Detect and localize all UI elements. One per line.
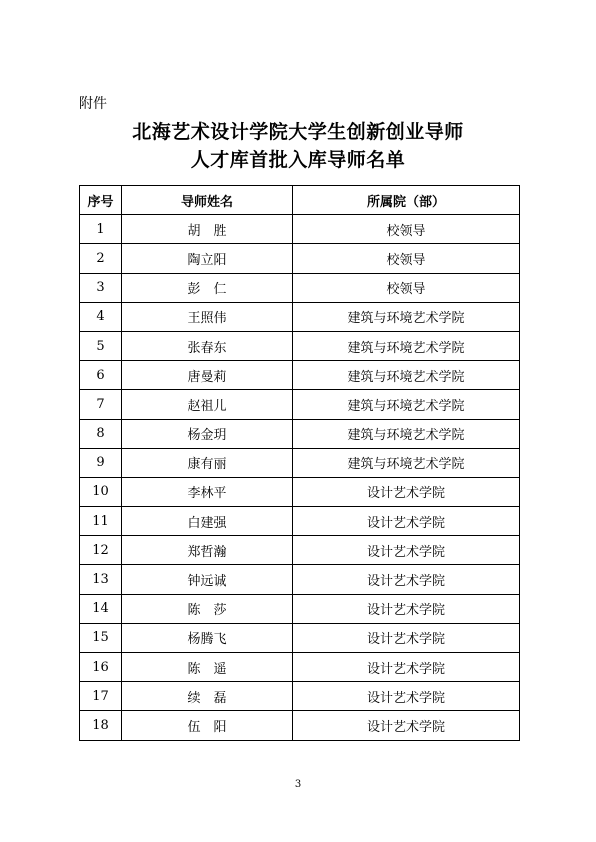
cell-serial-number: 10 — [80, 477, 122, 506]
cell-serial-number: 17 — [80, 682, 122, 711]
cell-serial-number: 7 — [80, 390, 122, 419]
cell-serial-number: 14 — [80, 594, 122, 623]
table-row — [80, 682, 520, 711]
document-title-line-2: 人才库首批入库导师名单 — [190, 149, 406, 171]
header-mentor-name: 导师姓名 — [122, 186, 293, 215]
table-row — [80, 215, 520, 244]
cell-mentor-name: 杨金玥 — [122, 419, 293, 448]
cell-mentor-name: 伍 阳 — [122, 711, 293, 740]
cell-affiliation: 设计艺术学院 — [293, 536, 520, 565]
cell-mentor-name: 杨腾飞 — [122, 623, 293, 652]
table-row — [80, 244, 520, 273]
table-row — [80, 331, 520, 360]
table-row — [80, 507, 520, 536]
cell-affiliation: 建筑与环境艺术学院 — [293, 448, 520, 477]
cell-serial-number: 2 — [80, 244, 122, 273]
cell-mentor-name: 续 磊 — [122, 682, 293, 711]
cell-serial-number: 5 — [80, 331, 122, 360]
header-serial-number: 序号 — [80, 186, 122, 215]
cell-mentor-name: 胡 胜 — [122, 215, 293, 244]
cell-affiliation: 设计艺术学院 — [293, 477, 520, 506]
cell-serial-number: 16 — [80, 653, 122, 682]
table-row — [80, 302, 520, 331]
cell-serial-number: 4 — [80, 302, 122, 331]
cell-affiliation: 建筑与环境艺术学院 — [293, 361, 520, 390]
table-row — [80, 361, 520, 390]
table-row — [80, 448, 520, 477]
cell-mentor-name: 郑哲瀚 — [122, 536, 293, 565]
document-title-line-1: 北海艺术设计学院大学生创新创业导师 — [132, 121, 464, 143]
cell-mentor-name: 钟远诚 — [122, 565, 293, 594]
table-row — [80, 477, 520, 506]
table-header-row — [80, 186, 520, 215]
cell-serial-number: 15 — [80, 623, 122, 652]
cell-mentor-name: 王照伟 — [122, 302, 293, 331]
cell-mentor-name: 赵祖儿 — [122, 390, 293, 419]
table-body — [80, 215, 520, 740]
cell-affiliation: 校领导 — [293, 273, 520, 302]
cell-mentor-name: 康有丽 — [122, 448, 293, 477]
table-row — [80, 536, 520, 565]
cell-affiliation: 设计艺术学院 — [293, 623, 520, 652]
attachment-label: 附件 — [79, 96, 107, 112]
cell-affiliation: 校领导 — [293, 244, 520, 273]
cell-mentor-name: 张春东 — [122, 331, 293, 360]
cell-serial-number: 8 — [80, 419, 122, 448]
cell-mentor-name: 唐曼莉 — [122, 361, 293, 390]
table-row — [80, 390, 520, 419]
cell-mentor-name: 彭 仁 — [122, 273, 293, 302]
cell-serial-number: 3 — [80, 273, 122, 302]
cell-serial-number: 9 — [80, 448, 122, 477]
cell-mentor-name: 陶立阳 — [122, 244, 293, 273]
cell-affiliation: 建筑与环境艺术学院 — [293, 331, 520, 360]
cell-affiliation: 设计艺术学院 — [293, 653, 520, 682]
cell-affiliation: 校领导 — [293, 215, 520, 244]
cell-serial-number: 6 — [80, 361, 122, 390]
table-row — [80, 653, 520, 682]
cell-affiliation: 设计艺术学院 — [293, 682, 520, 711]
cell-affiliation: 建筑与环境艺术学院 — [293, 390, 520, 419]
table-row — [80, 711, 520, 740]
cell-affiliation: 建筑与环境艺术学院 — [293, 419, 520, 448]
cell-serial-number: 11 — [80, 507, 122, 536]
table-row — [80, 594, 520, 623]
header-affiliation: 所属院（部） — [293, 186, 520, 215]
table-row — [80, 419, 520, 448]
cell-serial-number: 13 — [80, 565, 122, 594]
cell-mentor-name: 陈 莎 — [122, 594, 293, 623]
cell-serial-number: 12 — [80, 536, 122, 565]
cell-mentor-name: 陈 遥 — [122, 653, 293, 682]
page-number: 3 — [294, 779, 302, 790]
cell-affiliation: 设计艺术学院 — [293, 507, 520, 536]
cell-serial-number: 1 — [80, 215, 122, 244]
cell-affiliation: 设计艺术学院 — [293, 594, 520, 623]
cell-affiliation: 设计艺术学院 — [293, 711, 520, 740]
table-row — [80, 273, 520, 302]
table-row — [80, 623, 520, 652]
mentor-table — [79, 185, 520, 741]
cell-affiliation: 建筑与环境艺术学院 — [293, 302, 520, 331]
cell-affiliation: 设计艺术学院 — [293, 565, 520, 594]
table-row — [80, 565, 520, 594]
cell-mentor-name: 白建强 — [122, 507, 293, 536]
cell-mentor-name: 李林平 — [122, 477, 293, 506]
cell-serial-number: 18 — [80, 711, 122, 740]
